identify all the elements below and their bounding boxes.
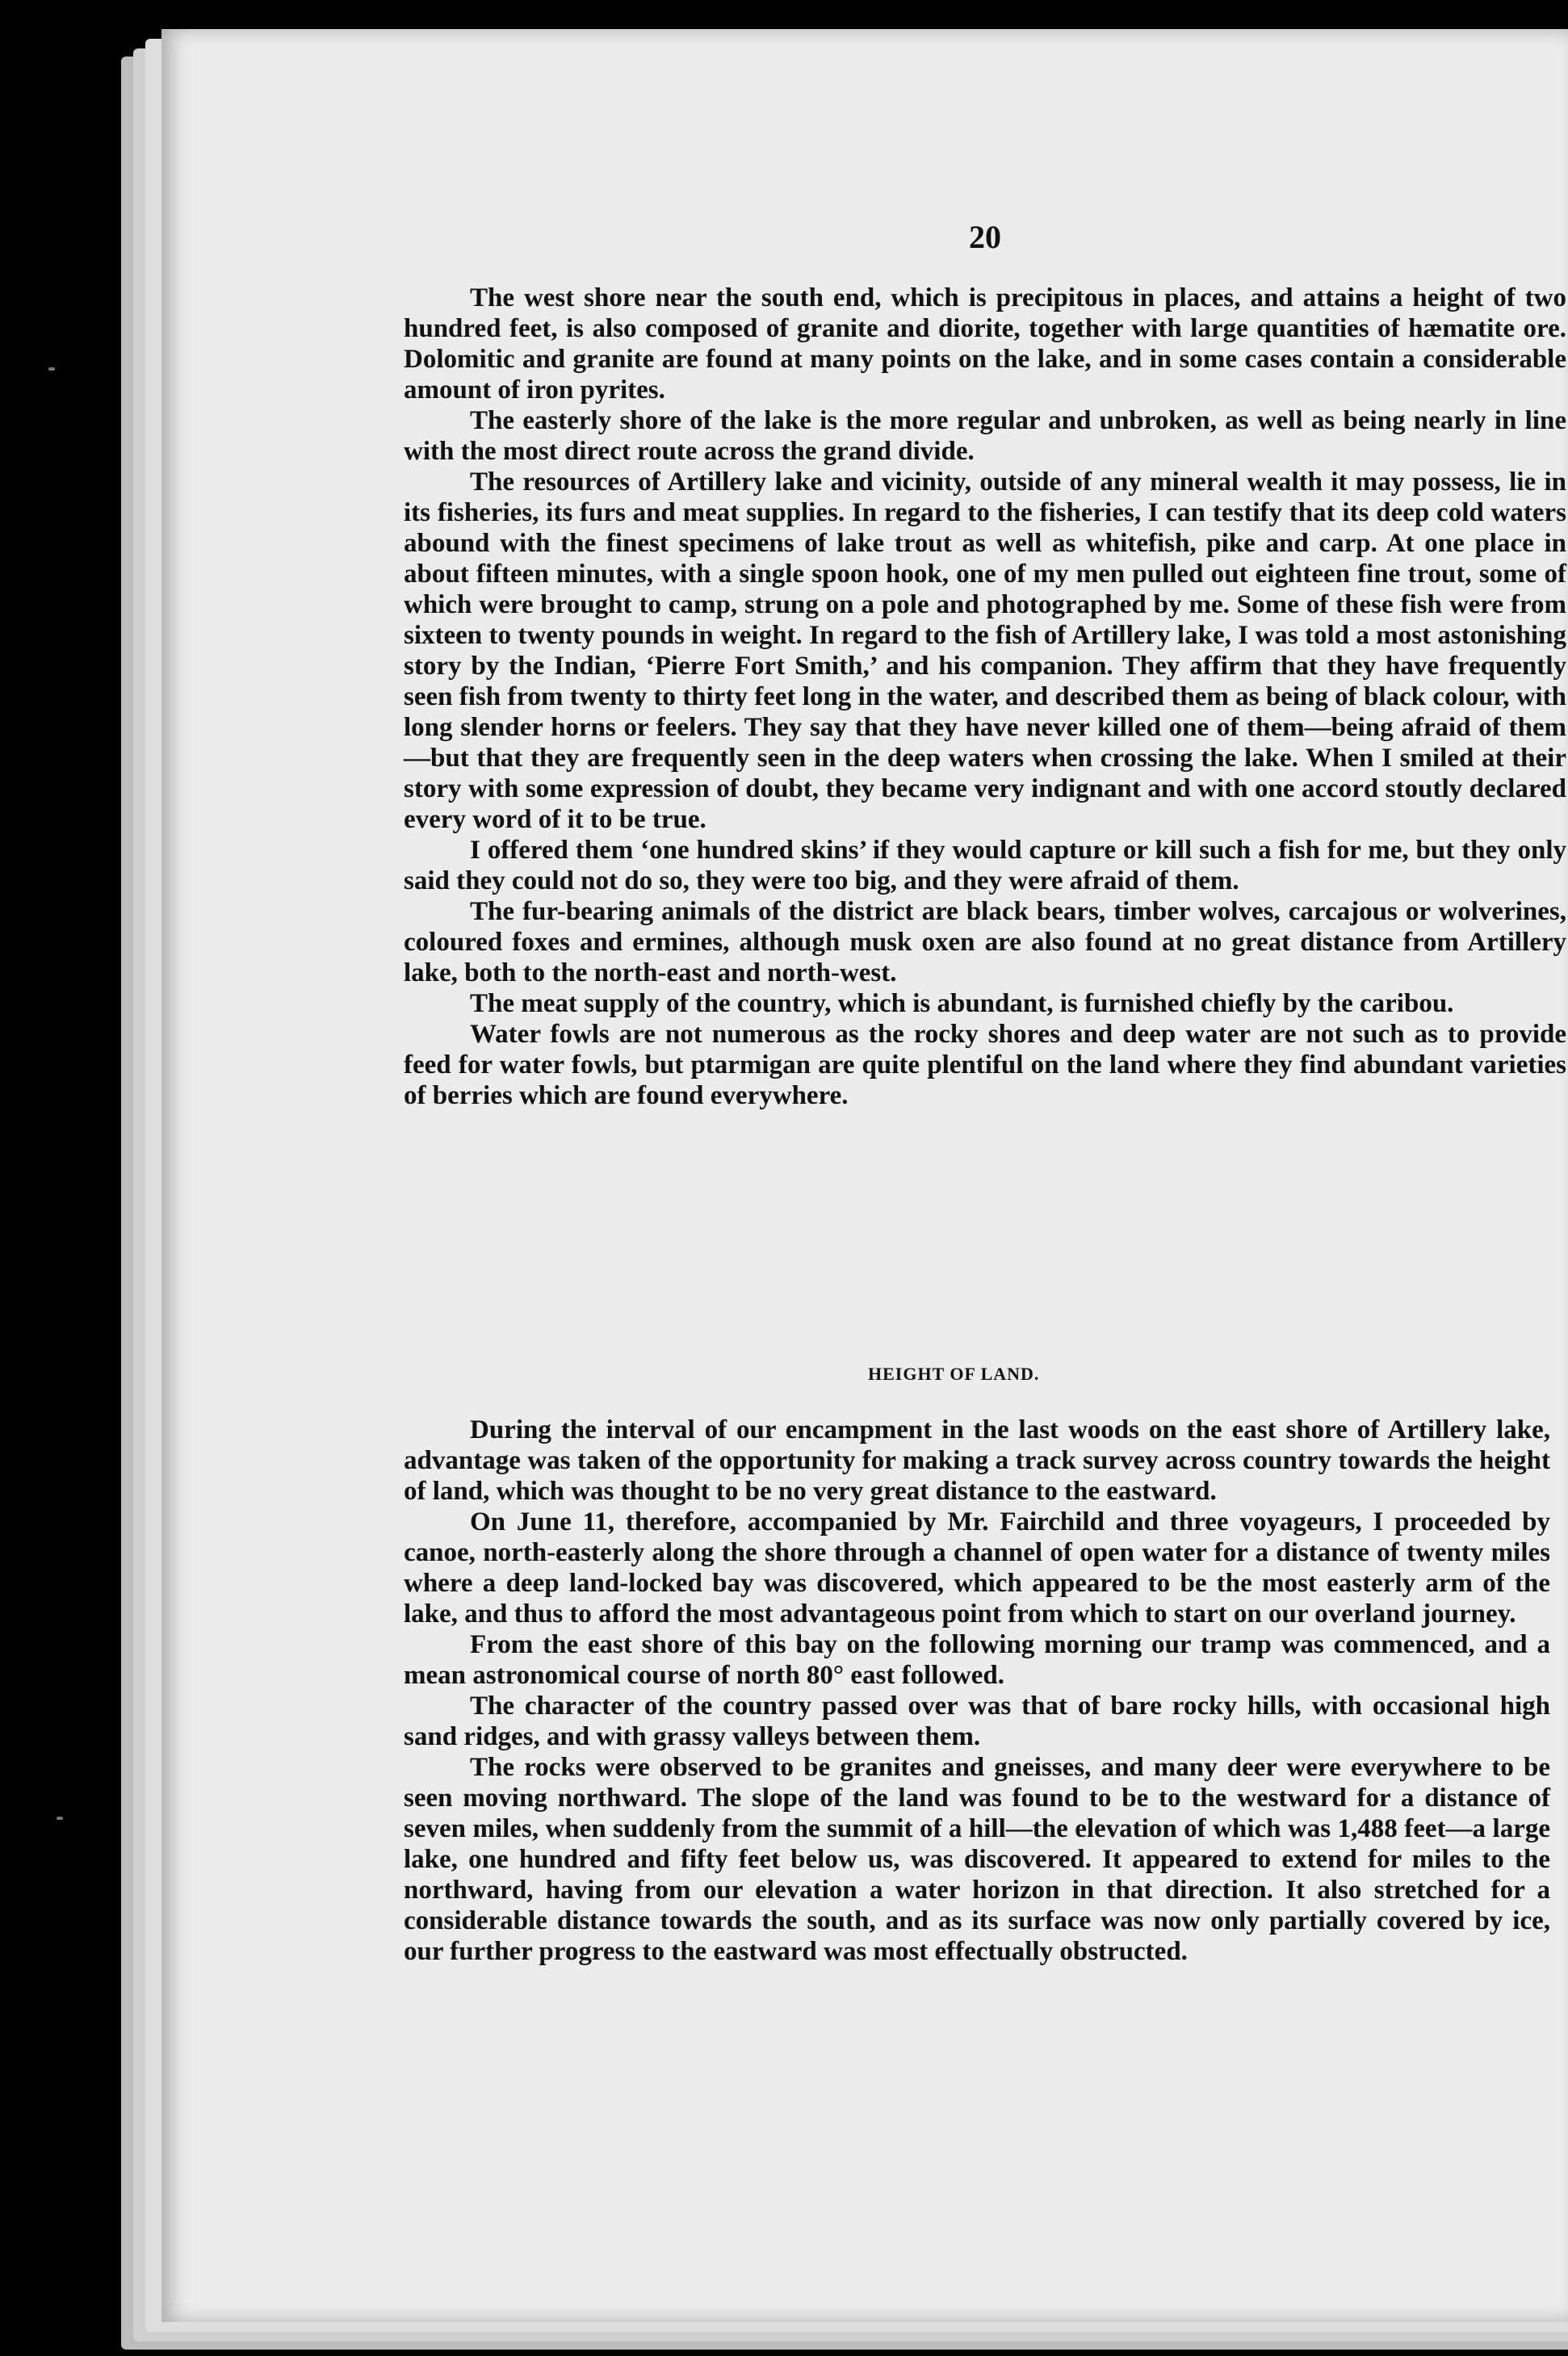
paragraph: The easterly shore of the lake is the more regular and unbroken, as well as being nearly in line with the most direct route across the grand divide. (404, 406, 1566, 466)
margin-speck (48, 367, 55, 371)
paragraph: The fur-bearing animals of the district are black bears, timber wolves, carcajous or wolverines, coloured foxes and ermines, although musk oxen are also found at no great distance from Artillery lake, both to the north-east and north-west. (404, 897, 1566, 987)
paragraph: The resources of Artillery lake and vicinity, outside of any mineral wealth it may possess, lie in its fisheries, its furs and meat supplies. In regard to the fisheries, I can testify that its deep cold waters abound with the finest specimens of lake trout as well as whitefish, pike and carp. At one place in about fifteen minutes, with a single spoon hook, one of my men pulled out eighteen fine trout, some of which were brought to camp, strung on a pole and photographed by me. Some of these fish were from sixteen to twenty pounds in weight. In regard to the fish of Artillery lake, I was told a most astonishing story by the Indian, ‘Pierre Fort Smith,’ and his companion. They affirm that they have frequently seen fish from twenty to thirty feet long in the water, and described them as being of black colour, with long slender horns or feelers. They say that they have never killed one of them—being afraid of them—but that they are frequently seen in the deep waters when crossing the lake. When I smiled at their story with some expression of doubt, they became very indignant and with one accord stoutly declared every word of it to be true. (404, 467, 1566, 834)
paragraph: Water fowls are not numerous as the rocky shores and deep water are not such as to provide feed for water fowls, but ptarmigan are quite plentiful on the land where they find abundant varieties of berries which are found everywhere. (404, 1020, 1566, 1110)
paragraph: The west shore near the south end, which is precipitous in places, and attains a height of two hundred feet, is also composed of granite and diorite, together with large quantities of hæmatite ore. Dolomitic and granite are found at many points on the lake, and in some cases contain a considerable amount of iron pyrites. (404, 283, 1566, 405)
section-heading: HEIGHT OF LAND. (868, 1364, 1040, 1384)
margin-speck (57, 1817, 63, 1820)
paragraph: The meat supply of the country, which is abundant, is furnished chiefly by the caribou. (470, 989, 1454, 1018)
paragraph: From the east shore of this bay on the following morning our tramp was commenced, and a mean astronomical course of north 80° east followed. (404, 1630, 1550, 1690)
paragraph: On June 11, therefore, accompanied by Mr. Fairchild and three voyageurs, I proceeded by canoe, north-easterly along the shore through a channel of open water for a distance of twenty miles where a deep land-locked bay was discovered, which appeared to be the most easterly arm of the lake, and thus to afford the most advantageous point from which to start on our overland journey. (404, 1507, 1550, 1629)
paragraph: The rocks were observed to be granites and gneisses, and many deer were everywhere to be seen moving northward. The slope of the land was found to be to the westward for a distance of seven miles, when suddenly from the summit of a hill—the elevation of which was 1,488 feet—a large lake, one hundred and fifty feet below us, was discovered. It appeared to extend for miles to the northward, having from our elevation a water horizon in that direction. It also stretched for a considerable distance towards the south, and as its surface was now only partially covered by ice, our further progress to the eastward was most effectually obstructed. (404, 1753, 1550, 1966)
body-text-top (404, 283, 1566, 1111)
paragraph: During the interval of our encampment in the last woods on the east shore of Artillery lake, advantage was taken of the opportunity for making a track survey across country towards the height of land, which was thought to be no very great distance to the eastward. (404, 1415, 1550, 1506)
paragraph: The character of the country passed over was that of bare rocky hills, with occasional high sand ridges, and with grassy valleys between them. (404, 1692, 1550, 1751)
body-text-bottom (404, 1415, 1550, 1967)
paragraph: I offered them ‘one hundred skins’ if they would capture or kill such a fish for me, but they only said they could not do so, they were too big, and they were afraid of them. (404, 836, 1566, 895)
page-number: 20 (969, 219, 1001, 255)
